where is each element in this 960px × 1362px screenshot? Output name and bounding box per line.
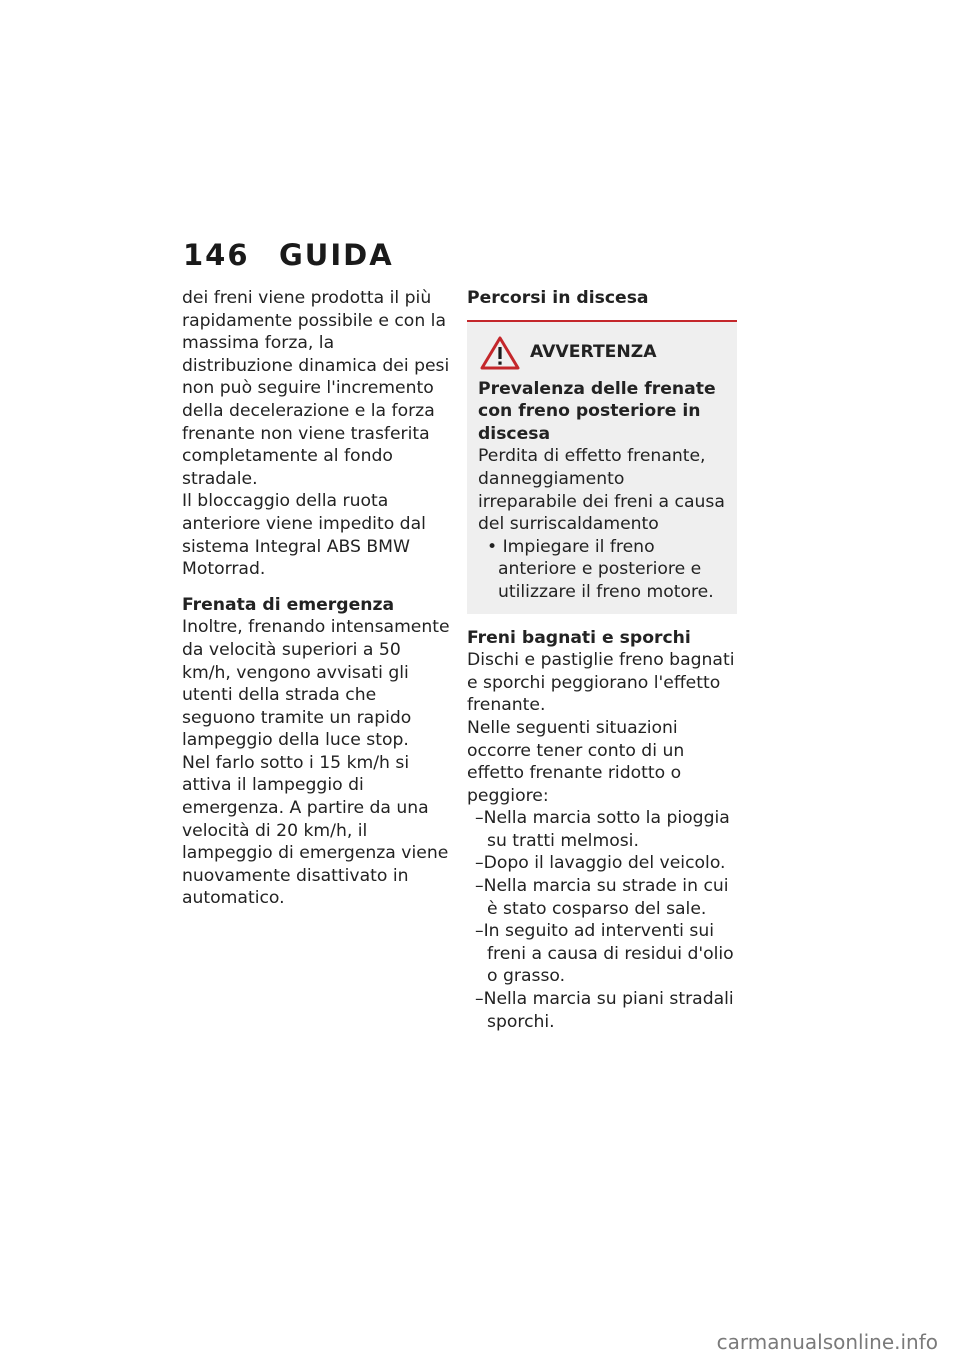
heading-wet-brakes: Freni bagnati e sporchi	[467, 627, 691, 648]
list-item: –In seguito ad interventi sui freni a causa di residui d'olio o grasso.	[475, 921, 734, 987]
list-item: –Dopo il lavaggio del veicolo.	[475, 853, 726, 874]
warning-triangle-icon	[480, 336, 520, 370]
warning-title: AVVERTENZA	[530, 342, 657, 363]
paragraph-wet-1: Dischi e pastiglie freno bagnati e sporchi peggiorano l'effetto frenante.	[467, 650, 735, 716]
warning-title-row	[478, 336, 726, 370]
paragraph-emergency-1: Inoltre, frenando intensamente da velocità superiori a 50 km/h, vengono avvisati gli utenti della strada che seguono tramite un rapido lampeggio della luce stop.	[182, 617, 450, 751]
section-title: GUIDA	[279, 238, 394, 272]
list-item: –Nella marcia su strade in cui è stato cosparso del sale.	[475, 876, 729, 919]
right-column	[467, 287, 737, 1033]
heading-descent: Percorsi in discesa	[467, 288, 649, 308]
warning-text: Perdita di effetto frenante, danneggiamento irreparabile dei freni a causa del surriscaldamento	[478, 446, 725, 535]
list-item: –Nella marcia su piani stradali sporchi.	[475, 989, 734, 1032]
paragraph-wet-2: Nelle seguenti situazioni occorre tener conto di un effetto frenante ridotto o peggiore:	[467, 717, 685, 806]
paragraph-abs-lock: Il bloccaggio della ruota anteriore viene impedito dal sistema Integral ABS BMW Motorrad.	[182, 491, 426, 580]
list-item: –Nella marcia sotto la pioggia su tratti melmosi.	[475, 808, 730, 851]
conditions-list	[467, 807, 737, 1033]
watermark: carmanualsonline.info	[716, 1330, 938, 1354]
paragraph-emergency-2: Nel farlo sotto i 15 km/h si attiva il lampeggio di emergenza. A partire da una velocità di 20 km/h, il lampeggio di emergenza viene nuovamente disattivato in automatico.	[182, 752, 449, 909]
page-number: 146	[183, 238, 250, 272]
heading-emergency-braking: Frenata di emergenza	[182, 594, 395, 615]
warning-box	[467, 322, 737, 614]
warning-bullet: • Impiegare il freno anteriore e posteriore e utilizzare il freno motore.	[487, 536, 714, 602]
paragraph-abs-intro: dei freni viene prodotta il più rapidamente possibile e con la massima forza, la distribuzione dinamica dei pesi non può seguire l'incremento della decelerazione e la forza frenante non viene trasferita completamente al fondo stradale.	[182, 288, 450, 489]
warning-bullet-text: Impiegare il freno anteriore e posteriore e utilizzare il freno motore.	[498, 536, 714, 602]
warning-subtitle: Prevalenza delle frenate con freno posteriore in discesa	[478, 378, 716, 444]
page-header	[183, 238, 394, 272]
left-column	[182, 287, 450, 910]
